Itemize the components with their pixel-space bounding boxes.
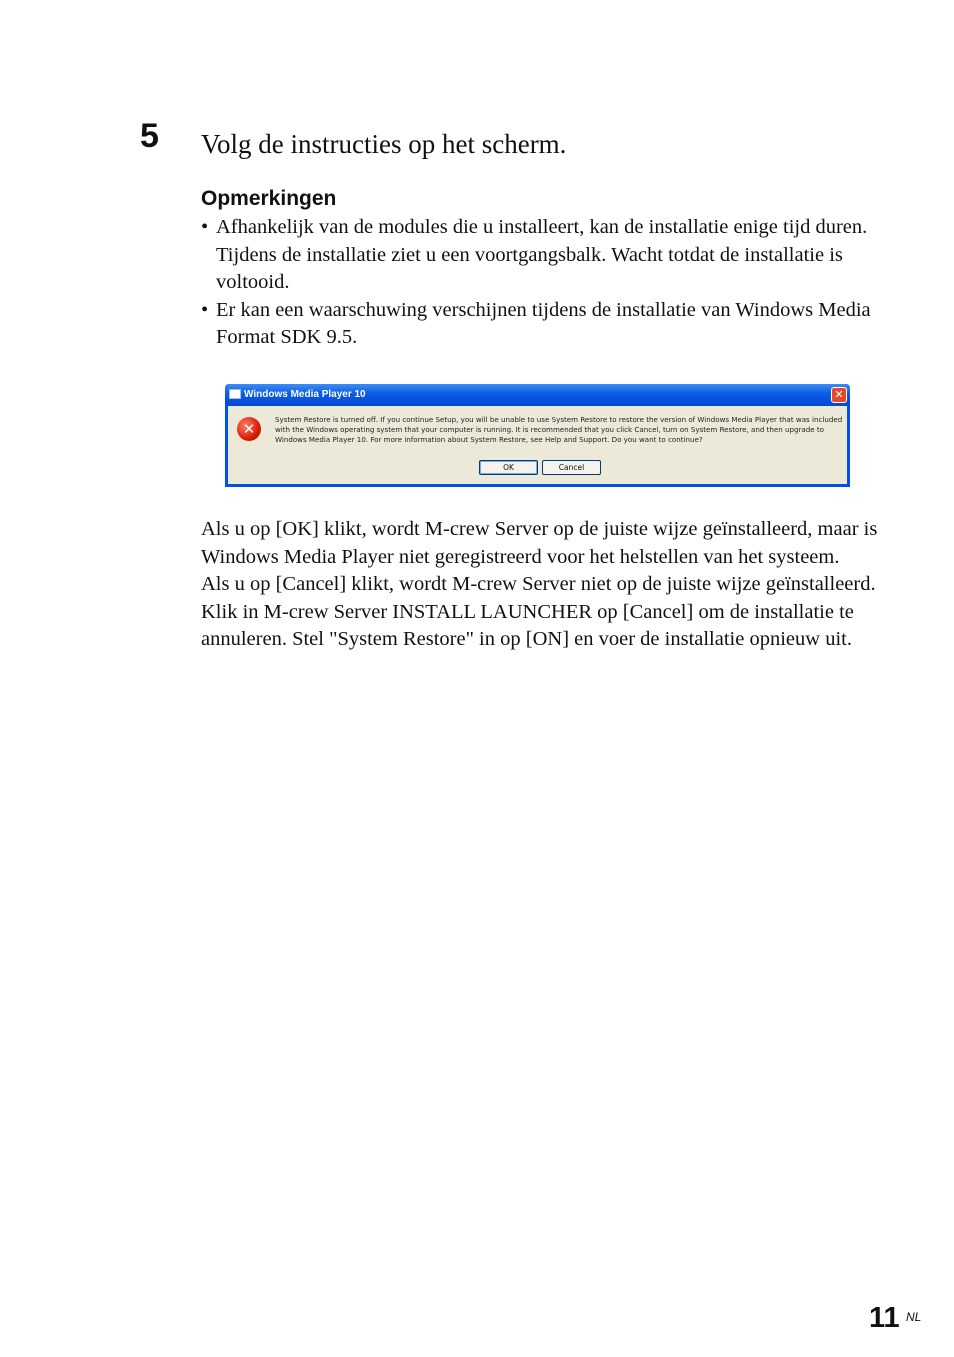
notes-list xyxy=(201,214,891,352)
window-icon xyxy=(229,389,241,399)
dialog-titlebar xyxy=(225,384,850,406)
note-item: • Er kan een waarschuwing verschijnen tijdens de installatie van Windows Media Format SDK 9.5. xyxy=(201,297,891,352)
dialog-title: Windows Media Player 10 xyxy=(244,389,366,400)
paragraph-cancel: Als u op [Cancel] klikt, wordt M-crew Server niet op de juiste wijze geïnstalleerd. Klik in M-crew Server INSTALL LAUNCHER op [Cancel] om de installatie te annuleren. Stel "System Restore" in op [ON] en voer de installatie opnieuw uit. xyxy=(201,573,876,651)
notes-heading: Opmerkingen xyxy=(201,187,337,210)
dialog-body xyxy=(228,406,847,484)
page-number: 11 xyxy=(869,1302,900,1334)
body-text xyxy=(201,516,891,654)
step-instruction: Volg de instructies op het scherm. xyxy=(201,129,567,159)
error-icon: ✕ xyxy=(237,417,261,441)
note-item: • Afhankelijk van de modules die u installeert, kan de installatie enige tijd duren. Tijdens de installatie ziet u een voortgangsbalk. Wacht totdat de installatie is voltooid. xyxy=(201,214,891,297)
ok-button[interactable]: OK xyxy=(479,460,538,475)
cancel-button[interactable]: Cancel xyxy=(542,460,601,475)
dialog-message: System Restore is turned off. If you continue Setup, you will be unable to use System Restore to restore the version of Windows Media Player that was included with the Windows operating system that your computer is running. It is recommended that you click Cancel, turn on System Restore, and then upgrade to Windows Media Player 10. For more information about System Restore, see Help and Support. Do you want to continue? xyxy=(275,415,843,444)
close-button[interactable]: ✕ xyxy=(831,387,847,403)
step-number: 5 xyxy=(140,117,159,155)
warning-dialog xyxy=(225,384,850,487)
page-language: NL xyxy=(906,1310,922,1324)
paragraph-ok: Als u op [OK] klikt, wordt M-crew Server op de juiste wijze geïnstalleerd, maar is Windows Media Player niet geregistreerd voor het helstellen van het systeem. xyxy=(201,518,878,568)
